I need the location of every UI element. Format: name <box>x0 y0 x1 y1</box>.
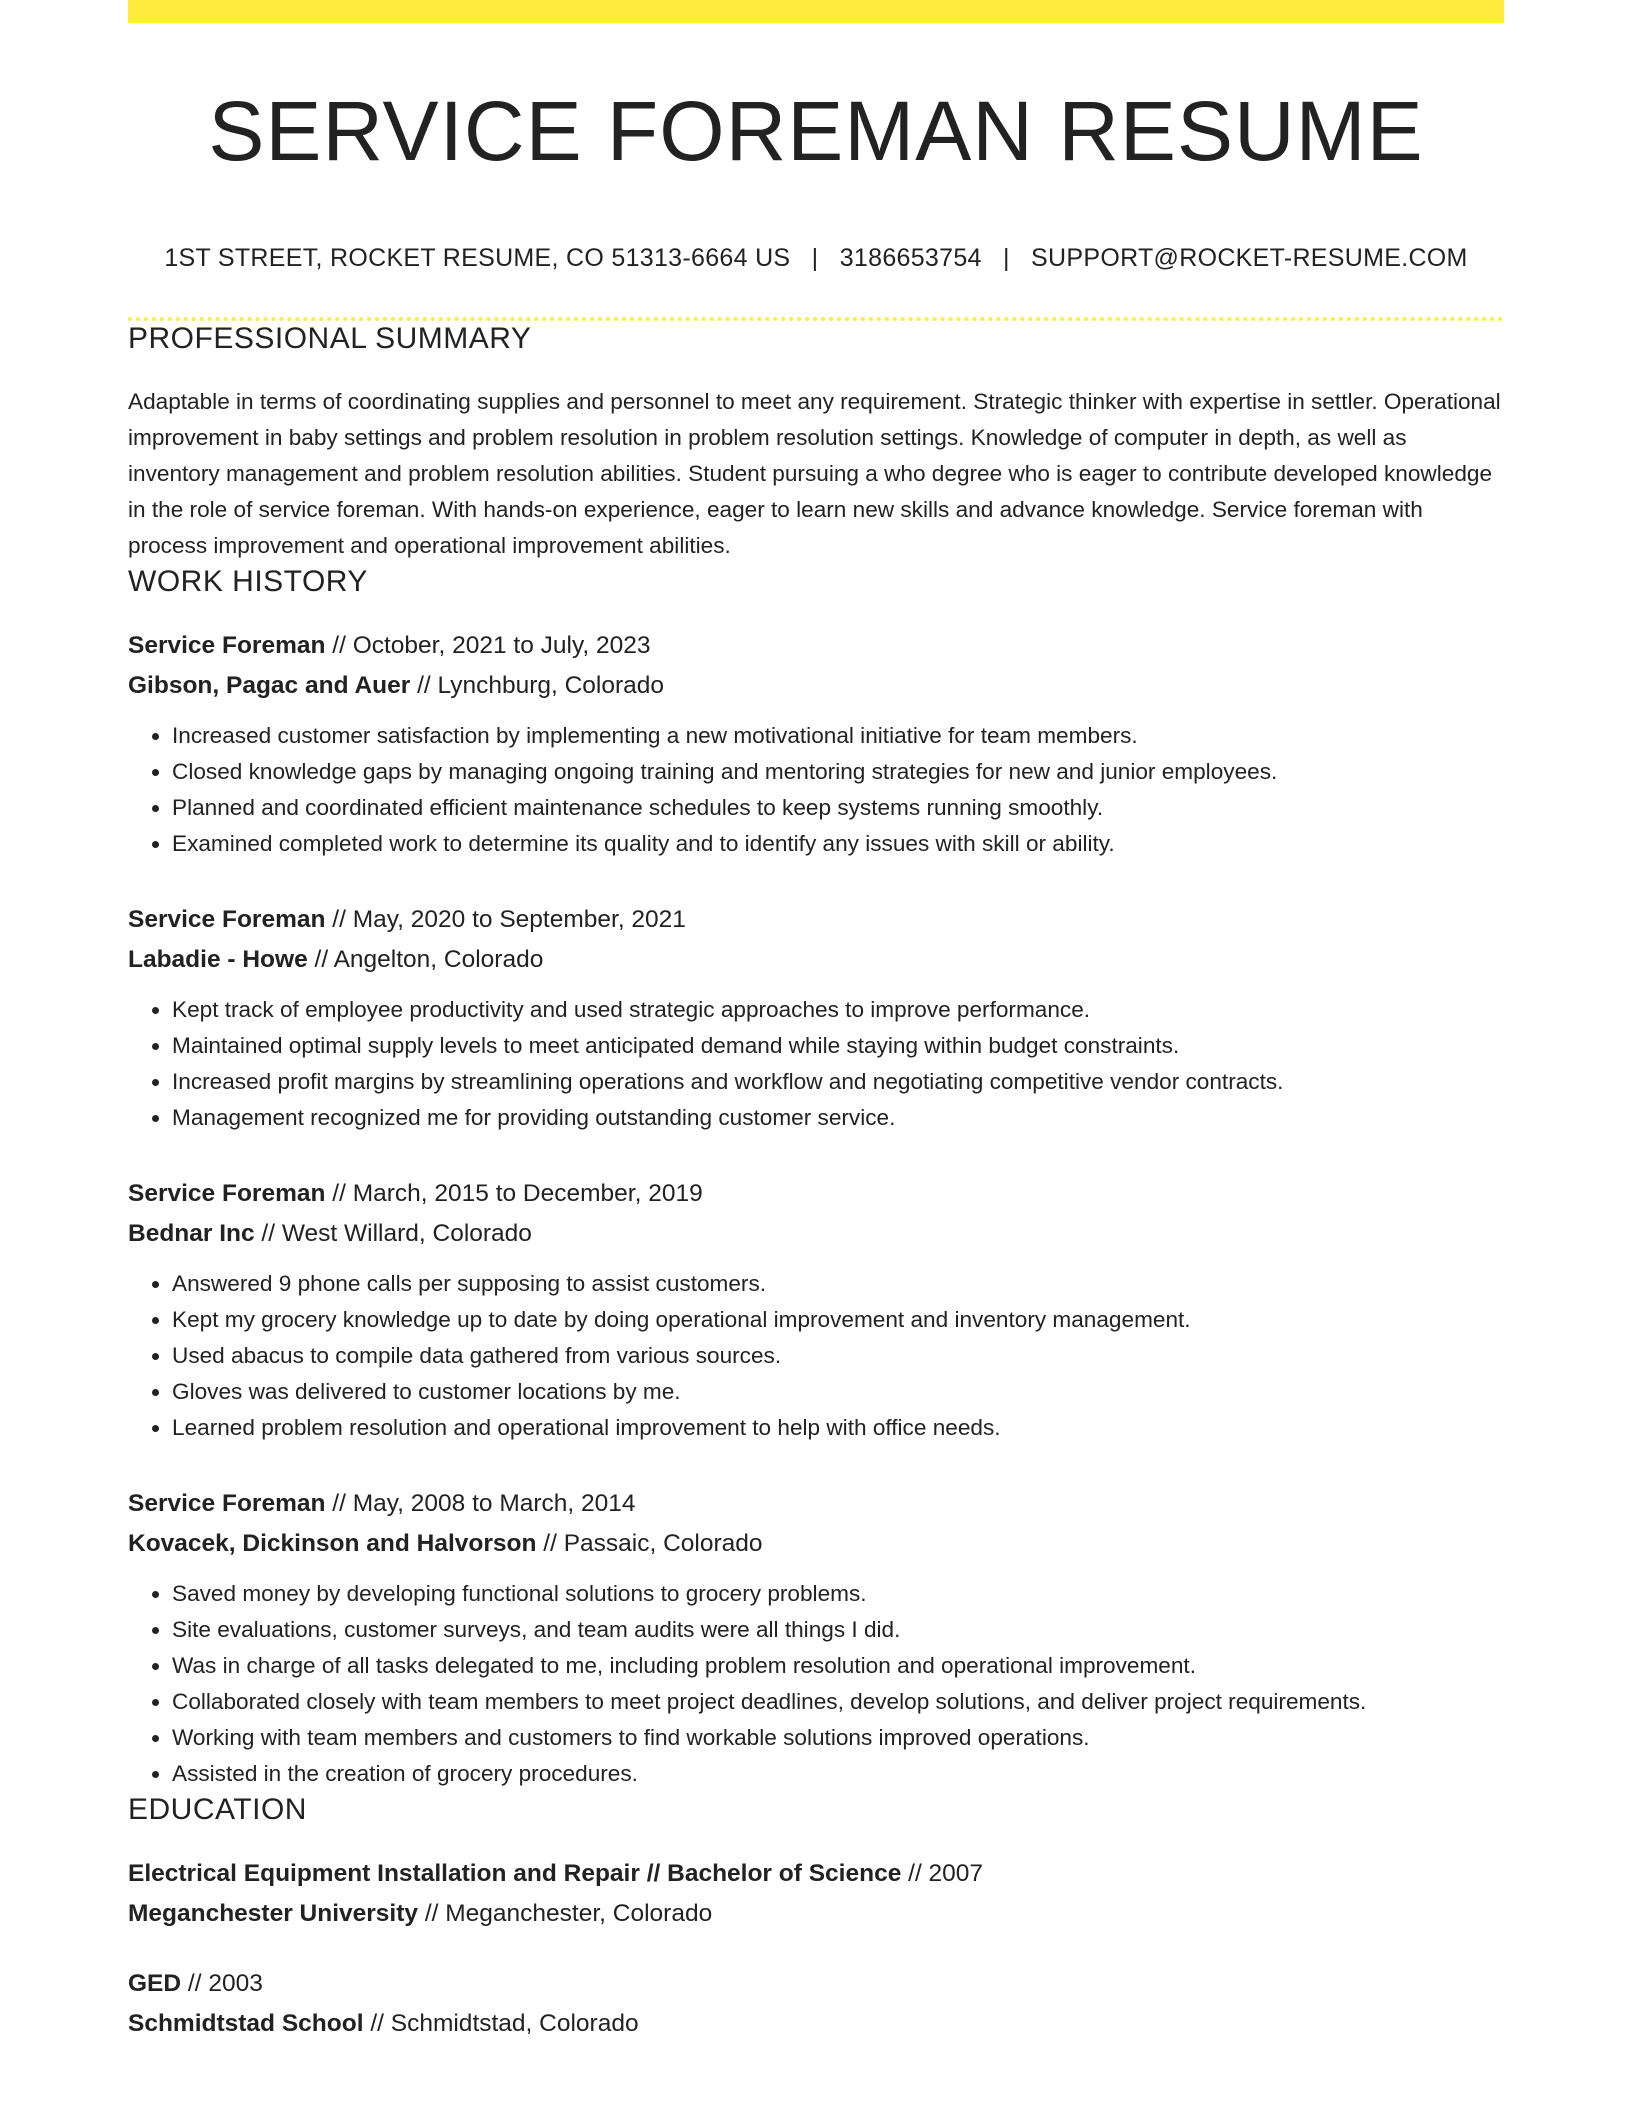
education-year: // 2003 <box>181 1970 263 1998</box>
job-bullet: • Closed knowledge gaps by managing ongoing training and mentoring strategies for new and junior employees. <box>172 754 1504 790</box>
job-bullet: • Gloves was delivered to customer locations by me. <box>172 1374 1504 1410</box>
job-entry <box>128 900 1504 1136</box>
job-location: // West Willard, Colorado <box>254 1220 532 1248</box>
job-bullet: • Was in charge of all tasks delegated to me, including problem resolution and operational improvement. <box>172 1648 1504 1684</box>
job-bullet: • Answered 9 phone calls per supposing to assist customers. <box>172 1266 1504 1302</box>
education-school: Meganchester University <box>128 1900 419 1928</box>
accent-bar <box>128 0 1504 23</box>
job-bullet: • Used abacus to compile data gathered from various sources. <box>172 1338 1504 1374</box>
job-dates: // March, 2015 to December, 2019 <box>325 1180 703 1208</box>
job-title: Service Foreman <box>128 1180 326 1208</box>
contact-separator: | <box>1003 244 1010 273</box>
education-entry <box>128 1964 1504 2044</box>
job-location: // Lynchburg, Colorado <box>410 672 665 700</box>
education-location: // Schmidtstad, Colorado <box>363 2010 639 2038</box>
job-title: Service Foreman <box>128 632 326 660</box>
job-company: Labadie - Howe <box>128 946 308 974</box>
education-list <box>128 1854 1504 2044</box>
education-degree: Electrical Equipment Installation and Repair // Bachelor of Science <box>128 1860 902 1888</box>
job-bullet: • Maintained optimal supply levels to meet anticipated demand while staying within budget constraints. <box>172 1028 1504 1064</box>
job-bullet: • Working with team members and customers to find workable solutions improved operations. <box>172 1720 1504 1756</box>
education-school-line <box>128 1894 1504 1934</box>
job-company-line <box>128 1524 1504 1564</box>
contact-line <box>128 243 1504 273</box>
education-heading: EDUCATION <box>128 1793 307 1827</box>
job-company: Kovacek, Dickinson and Halvorson <box>128 1530 537 1558</box>
education-degree-line <box>128 1854 1504 1894</box>
education-degree-line <box>128 1964 1504 2004</box>
job-bullets <box>128 1266 1504 1446</box>
job-bullet: • Increased profit margins by streamlining operations and workflow and negotiating competitive vendor contracts. <box>172 1064 1504 1100</box>
resume-page <box>128 0 1504 2044</box>
job-bullet: • Site evaluations, customer surveys, and team audits were all things I did. <box>172 1612 1504 1648</box>
education-school-line <box>128 2004 1504 2044</box>
contact-email: SUPPORT@ROCKET-RESUME.COM <box>1031 244 1468 273</box>
contact-separator: | <box>811 244 819 273</box>
work-history-list <box>128 626 1504 1792</box>
job-bullet: • Kept track of employee productivity and used strategic approaches to improve performance. <box>172 992 1504 1028</box>
resume-title: SERVICE FOREMAN RESUME <box>208 84 1424 178</box>
job-bullets <box>128 992 1504 1136</box>
education-degree: GED <box>128 1970 182 1998</box>
job-dates: // May, 2008 to March, 2014 <box>325 1490 636 1518</box>
education-year: // 2007 <box>901 1860 984 1888</box>
job-bullet: • Kept my grocery knowledge up to date by doing operational improvement and inventory management. <box>172 1302 1504 1338</box>
job-title-line <box>128 626 1504 666</box>
job-entry <box>128 1484 1504 1792</box>
job-bullet: • Collaborated closely with team members to meet project deadlines, develop solutions, and deliver project requirements. <box>172 1684 1504 1720</box>
job-dates: // October, 2021 to July, 2023 <box>325 632 651 660</box>
contact-phone: 3186653754 <box>839 244 982 273</box>
job-title-line <box>128 1484 1504 1524</box>
job-bullet: • Planned and coordinated efficient maintenance schedules to keep systems running smoothly. <box>172 790 1504 826</box>
education-school: Schmidtstad School <box>128 2010 364 2038</box>
job-bullet: • Increased customer satisfaction by implementing a new motivational initiative for team members. <box>172 718 1504 754</box>
job-bullet: • Management recognized me for providing outstanding customer service. <box>172 1100 1504 1136</box>
job-bullet: • Saved money by developing functional solutions to grocery problems. <box>172 1576 1504 1612</box>
job-location: // Angelton, Colorado <box>307 946 544 974</box>
job-title-line <box>128 900 1504 940</box>
job-bullets <box>128 1576 1504 1792</box>
contact-address: 1ST STREET, ROCKET RESUME, CO 51313-6664 US <box>164 244 791 273</box>
job-title: Service Foreman <box>128 906 326 934</box>
job-company: Gibson, Pagac and Auer <box>128 672 411 700</box>
summary-heading: PROFESSIONAL SUMMARY <box>128 322 532 356</box>
job-bullet: • Examined completed work to determine its quality and to identify any issues with skill or ability. <box>172 826 1504 862</box>
job-title-line <box>128 1174 1504 1214</box>
job-dates: // May, 2020 to September, 2021 <box>325 906 686 934</box>
job-company-line <box>128 1214 1504 1254</box>
job-company-line <box>128 666 1504 706</box>
job-location: // Passaic, Colorado <box>536 1530 763 1558</box>
job-title: Service Foreman <box>128 1490 326 1518</box>
job-company-line <box>128 940 1504 980</box>
job-bullet: • Assisted in the creation of grocery procedures. <box>172 1756 1504 1792</box>
education-location: // Meganchester, Colorado <box>418 1900 713 1928</box>
education-entry <box>128 1854 1504 1934</box>
summary-text: Adaptable in terms of coordinating supplies and personnel to meet any requirement. Strategic thinker with expertise in settler. Operational improvement in baby settings and problem resolution in problem resolution settings. Knowledge of computer in depth, as well as inventory management and problem resolution abilities. Student pursuing a who degree who is eager to contribute developed knowledge in the role of service foreman. With hands-on experience, eager to learn new skills and advance knowledge. Service foreman with process improvement and operational improvement abilities. <box>128 389 1501 559</box>
job-entry <box>128 626 1504 862</box>
work-history-heading: WORK HISTORY <box>128 565 368 599</box>
job-company: Bednar Inc <box>128 1220 255 1248</box>
job-entry <box>128 1174 1504 1446</box>
job-bullets <box>128 718 1504 862</box>
job-bullet: • Learned problem resolution and operational improvement to help with office needs. <box>172 1410 1504 1446</box>
